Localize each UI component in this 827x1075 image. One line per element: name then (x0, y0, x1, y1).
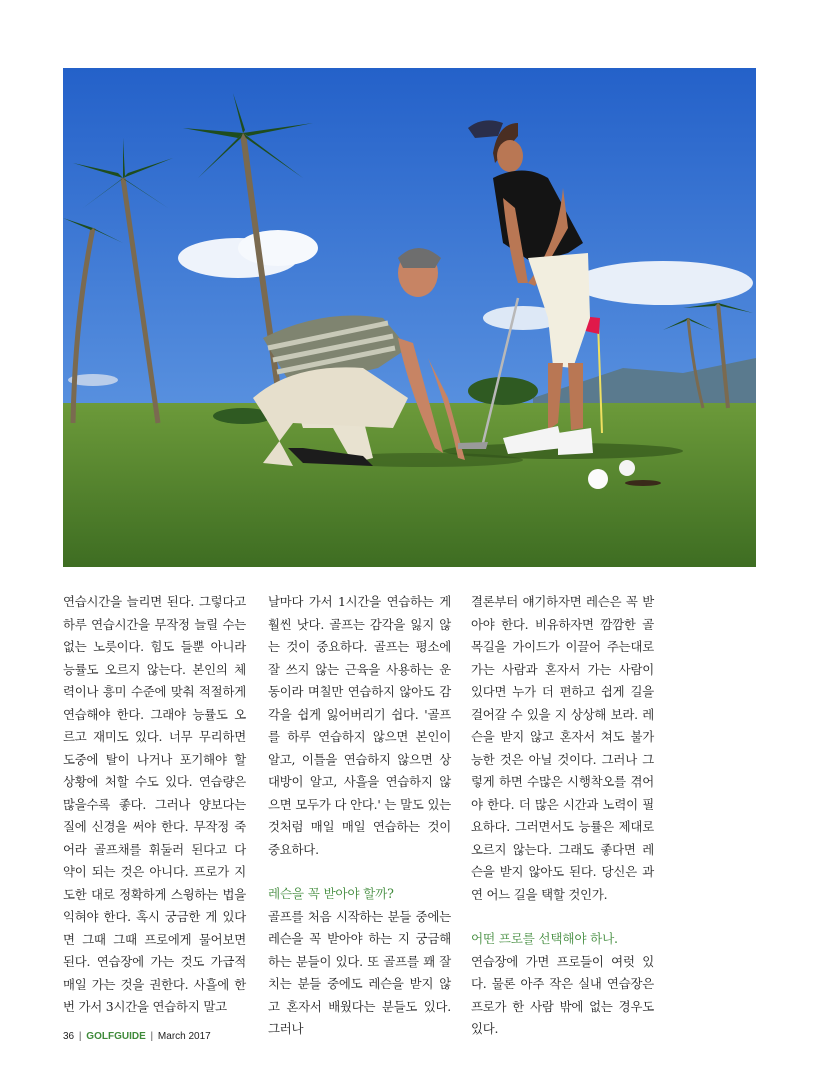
section-heading: 어떤 프로를 선택해야 하나. (471, 931, 618, 946)
issue-date: March 2017 (157, 1031, 211, 1042)
footer-separator: | (78, 1031, 82, 1042)
golf-lesson-photo (63, 68, 756, 567)
section-heading: 레슨을 꼭 받아야 할까? (268, 886, 394, 901)
footer-separator: | (150, 1031, 154, 1042)
paragraph: 결론부터 얘기하자면 레슨은 꼭 받아야 한다. 비유하자면 깜깜한 골목길을 가이드가 이끌어 주는대로 가는 사람과 혼자서 가는 사람이 있다면 누가 더 편하고 쉽게 길을 걸어갈 수 있을 지 상상해 보라. 레슨을 받지 않고 혼자서 쳐도 불가능한 것은 아닐 것이다. 그러나 그렇게 하면 수많은 시행착오를 겪어야 한다. 더 많은 시간과 노력이 필요하다. 그러면서도 능률은 제대로 오르지 않는다. 그래도 좋다면 레슨을 받지 않아도 된다. 당신은 과연 어느 길을 택할 것인가. (471, 594, 654, 902)
page-footer (63, 1031, 211, 1042)
text-column-2 (268, 591, 451, 1041)
paragraph: 연습장에 가면 프로들이 여럿 있다. 물론 아주 작은 실내 연습장은 프로가 한 사람 밖에 없는 경우도 있다. (471, 953, 654, 1036)
page-number: 36 (63, 1031, 75, 1042)
magazine-name: GOLFGUIDE (86, 1031, 146, 1042)
paragraph: 연습시간을 늘리면 된다. 그렇다고 하루 연습시간을 무작정 늘릴 수는 없는 노릇이다. 힘도 들뿐 아니라 능률도 오르지 않는다. 본인의 체력이나 흥미 수준에 맞춰 적절하게 연습해야 한다. 그래야 능률도 오르고 재미도 있다. 너무 무리하면 도중에 탈이 나거나 포기해야 할 상황에 처할 수도 있다. 연습량은 많을수록 좋다. 그러나 양보다는 질에 신경을 써야 한다. 무작정 죽어라 골프채를 휘둘러 된다고 다 약이 되는 것은 아니다. 프로가 지도한 대로 정확하게 스윙하는 법을 익혀야 한다. 혹시 궁금한 게 있다면 그때 그때 프로에게 물어보면 된다. 연습장에 가는 것도 가급적 매일 가는 것을 권한다. 사흘에 한 번 가서 3시간을 연습하지 말고 (63, 594, 246, 1014)
text-column-3 (471, 591, 654, 1041)
paragraph: 날마다 가서 1시간을 연습하는 게 훨씬 낫다. 골프는 감각을 잃지 않는 것이 중요하다. 골프는 평소에 잘 쓰지 않는 근육을 사용하는 운동이라 며칠만 연습하지 않아도 감각을 쉽게 잃어버리기 쉽다. '골프를 하루 연습하지 않으면 본인이 알고, 이틀을 연습하지 않으면 상대방이 알고, 사흘을 연습하지 않으면 모두가 다 안다.' 는 말도 있는 것처럼 매일 매일 연습하는 것이 중요하다. (268, 594, 451, 857)
paragraph: 골프를 처음 시작하는 분들 중에는 레슨을 꼭 받아야 하는 지 궁금해 하는 분들이 있다. 또 골프를 꽤 잘 치는 분들 중에도 레슨을 받지 않고 혼자서 배웠다는 분들도 있다. 그러나 (268, 908, 451, 1036)
text-column-1 (63, 591, 246, 1019)
